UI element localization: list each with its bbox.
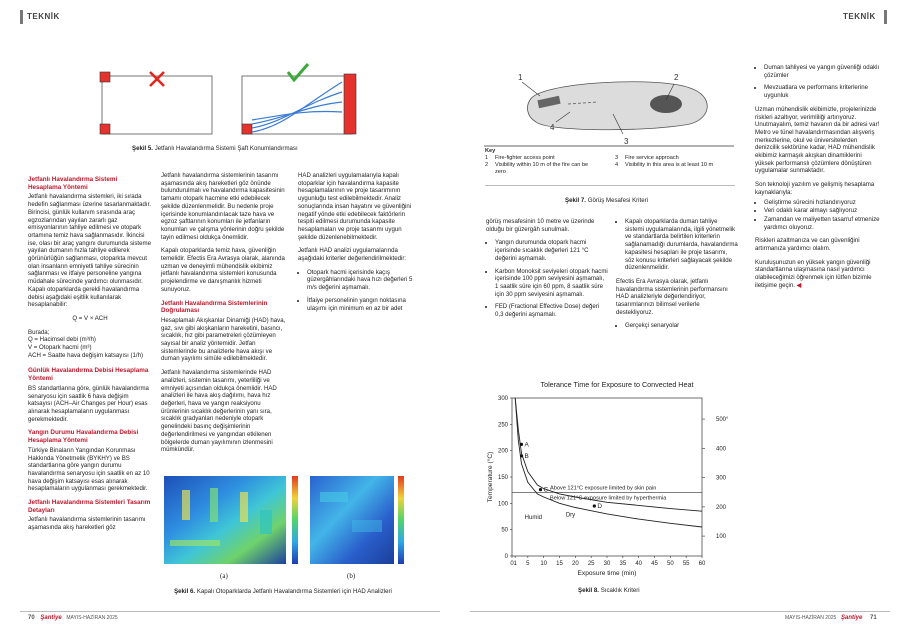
figure-8-caption-label: Şekil 8. — [578, 587, 600, 594]
criteria-bullet-1: • Otopark hacmi içerisinde kaçış güzergâhlarındaki hava hızı değerleri 5 m/s değerini aşmamalı. — [307, 269, 420, 292]
figure-5-caption-text: Jetfanlı Havalandırma Sistemi Şaft Konumlandırması — [154, 145, 298, 152]
x-axis-label: Exposure time (min) — [577, 570, 637, 577]
key-4-text: Visibility in this area is at least 10 m — [625, 162, 714, 168]
x-tick-label: 0 — [510, 561, 514, 567]
figure-5-caption — [132, 145, 352, 152]
paragraph-5: Kapalı otoparklarda temiz hava, güvenliğin temelidir. Efectis Era Avrasya olarak, alanında uzman ve deneyimli mühendislik ekibimiz jetfanlı havalandırma sistemleri konusunda projelendirme ve danışmanlık hizmeti sunuyoruz. — [161, 247, 285, 293]
right-column-1 — [486, 218, 608, 325]
definition-ach: ACH = Saatte hava değişim katsayısı (1/h) — [28, 351, 143, 359]
fed-criterion: • FED (Fractional Effective Dose) değeri 0,3 değerini aşmamalı. — [495, 303, 608, 318]
figure-7-caption-text: Görüş Mesafesi Kriteri — [587, 197, 648, 204]
x-tick-label: 1 — [513, 561, 517, 567]
right-col3-para3: Riskleri azaltmanıza ve can güvenliğini artırmanıza yardımcı olalım. — [755, 237, 860, 253]
left-footer — [28, 615, 118, 621]
figure-7-callout-3: 3 — [624, 137, 629, 146]
figure-8-chart — [484, 378, 746, 578]
x-tick-label: 45 — [651, 561, 658, 567]
paragraph-8: HAD analizleri uygulamalarıyla kapalı otoparklar için havalandırma kapasite hesaplamalarının ve proje tasarımının uygunluğu test edilebilmektedir. Analiz sonuçlarında insan hayatını ve güvenliğini negatif yönde etki edebilecek faktörlerin tespiti edilmesi durumunda kapasite hesaplamaları ve proje tasarımı uygun şekilde düzenlenebilmektedir. — [298, 172, 412, 241]
data-point-label-b: B — [524, 452, 529, 460]
plot-frame — [512, 398, 702, 556]
data-point-d — [593, 504, 596, 507]
figure-6 — [162, 470, 412, 585]
tech-bullet-1: • Geliştirme sürecini hızlandırıyoruz — [764, 199, 881, 207]
figure-7-callout-1: 1 — [518, 73, 523, 82]
x-tick-label: 25 — [587, 561, 595, 567]
y-tick-label: 200 — [497, 448, 508, 455]
data-point-b — [520, 454, 523, 457]
y2-tick-label: 500° — [716, 417, 729, 424]
heading-fire-ventilation: Yangın Durumu Havalandırma Debisi Hesaplama Yöntemi — [28, 429, 139, 445]
y-tick-label: 50 — [501, 527, 508, 534]
temperature-criterion: • Yangın durumunda otopark hacmi içerisinde sıcaklık değerleri 121 °C değerini aşmamalı. — [495, 239, 608, 262]
figure-7-key-title: Key — [485, 148, 496, 154]
tech-bullet-2: • Veri odaklı karar almayı sağlıyoruz — [764, 207, 881, 215]
figure-6-label-b: (b) — [347, 572, 356, 580]
x-tick-label: 40 — [635, 561, 643, 567]
y2-tick-label: 200 — [716, 504, 727, 511]
x-tick-label: 50 — [666, 561, 674, 567]
figure-7-caption-label: Şekil 7. — [565, 197, 587, 204]
x-tick-label: 60 — [698, 561, 706, 567]
key-2-num: 2 — [485, 162, 489, 168]
left-column-2 — [161, 172, 289, 460]
paragraph-2: BS standartlarına göre, günlük havalandırma senaryosu için saatlik 6 hava değişim katsayısı (ACH–Air Changes per Hour) esas alınarak hesaplamaların uygulanması gerekmektedir. — [28, 384, 149, 423]
figure-5 — [92, 62, 372, 142]
right-col3-para4-text: Kuruluşunuzun en yüksek yangın güvenliği standartlarına ulaşmasına nasıl yardımcı olabileceğimizi öğrenmek için lütfen bizimle iletişime geçin. — [755, 258, 872, 289]
data-point-label-a: A — [524, 441, 529, 449]
left-footer-rule — [20, 611, 440, 612]
data-point-label-d: D — [597, 502, 602, 510]
figure-7-key — [485, 148, 735, 176]
figure-7-key-rule — [485, 185, 735, 186]
y-axis-label: Temperature (°C) — [487, 451, 494, 503]
figure-8-caption-text: Sıcaklık Kriteri — [600, 587, 640, 594]
left-footer-issue: MAYIS-HAZİRAN 2025 — [66, 615, 118, 621]
definition-q: Q = Hacimsel debi (m³/h) — [28, 336, 96, 344]
series-label-dry: Dry — [565, 512, 576, 519]
paragraph-9: Jetfanlı HAD analizi uygulamalarında aşağıdaki kriterler değerlendirilmektedir: — [298, 247, 407, 263]
right-column-3 — [755, 64, 881, 296]
x-tick-label: 55 — [682, 561, 690, 567]
section-tag-right: TEKNİK — [843, 12, 876, 21]
key-4-num: 4 — [615, 162, 619, 168]
left-column-3 — [298, 172, 420, 318]
reference-label-above: Above 121°C exposure limited by skin pain — [550, 485, 657, 492]
y2-tick-label: 300 — [716, 475, 727, 482]
criteria-bullet-2: • İtfaiye personelinin yangın noktasına ulaşımı için minimum en az bir adet — [307, 297, 420, 312]
paragraph-4: Jetfanlı havalandırma sistemlerinin tasarımı aşamasında akış hareketleri göz önünde bulundurulmalı ve havalandırma kapasitesinin tamamı otopark hacmine etki edebilecek şekilde düzenlenmelidir. Bu nedenle proje içerisinde konumlandırılacak taze hava ve egzoz şaftlarının konumları ile jetfanların konumları ve çalışma yönlerinin doğru şekilde tayin edilmesi oldukça önemlidir. — [161, 172, 285, 241]
figure-6-caption-label: Şekil 6. — [174, 588, 196, 595]
figure-7-callout-2: 2 — [674, 73, 679, 82]
equation: Q = V × ACH — [72, 314, 108, 322]
tech-bullet-3: • Zamandan ve maliyetten tasarruf etmenize yardımcı oluyoruz. — [764, 216, 881, 231]
right-footer — [785, 615, 877, 621]
key-1-text: Fire-fighter access point — [495, 155, 555, 161]
right-footer-issue: MAYIS-HAZİRAN 2025 — [785, 615, 837, 621]
data-point-c — [539, 488, 542, 491]
x-tick-label: 20 — [571, 561, 579, 567]
section-tag-left: TEKNİK — [27, 12, 60, 21]
reference-label-below: Below 121°C exposure limited by hyperthermia — [550, 495, 667, 502]
service-bullet-1: • Duman tahliyesi ve yangın güvenliği odaklı çözümler — [764, 64, 881, 79]
figure-6-caption — [158, 588, 408, 595]
co-criterion: • Karbon Monoksit seviyeleri otopark hacmi içerisinde 100 ppm seviyesini aşmamalı, 1 saatlik süre için 60 ppm, 8 saatlik süre için 30 ppm seviyesini aşmamalı. — [495, 268, 608, 299]
key-3-text: Fire service approach — [625, 155, 679, 161]
paragraph-6: Hesaplamalı Akışkanlar Dinamiği (HAD) hava, gaz, sıvı gibi akışkanların hareketini, basıncı, sıcaklık, hız gibi parametreleri çözümleyen sayısal bir analiz yöntemidir. Jetfan sistemlerinde bu analizlerle hava akışı ve duman yayılımı simüle edilebilmektedir. — [161, 316, 286, 363]
definition-v: V = Otopark hacmi (m³) — [28, 344, 92, 352]
x-tick-label: 5 — [526, 561, 530, 567]
series-label-humid: Humid — [524, 515, 543, 522]
right-footer-rule — [470, 611, 890, 612]
smoke-exhaust-bullet: • Kapalı otoparklarda duman tahliye sistemi uygulamalarında, ilgili yönetmelik ve standartlarda belirtilen kriterlerin sağlanamadığı durumlarda, havalandırma kapasitesi hesapları ile proje tasarımı, söz konusu kriterleri sağlayacak şekilde düzenlenmelidir. — [625, 218, 738, 272]
where-label: Burada; — [28, 328, 50, 336]
figure-5-caption-label: Şekil 5. — [132, 145, 154, 152]
realistic-scenarios-bullet: • Gerçekçi senaryolar — [625, 322, 738, 330]
figure-6-caption-text: Kapalı Otoparklarda Jetfanlı Havalandırma Sistemleri için HAD Analizleri — [196, 588, 392, 595]
x-tick-label: 30 — [603, 561, 611, 567]
y-tick-label: 0 — [504, 554, 508, 560]
service-bullet-2: • Mevzuatlara ve performans kriterlerine uygunluk — [764, 84, 881, 99]
heading-design-details: Jetfanlı Havalandırma Sistemleri Tasarım Detayları — [28, 499, 151, 514]
figure-7-callout-4: 4 — [550, 123, 555, 132]
x-tick-label: 15 — [556, 561, 563, 567]
section-tag-bar-right — [884, 10, 887, 24]
right-col3-para4 — [755, 259, 881, 290]
paragraph-7: Jetfanlı havalandırma sistemlerinde HAD analizleri, sistemin tasarımı, yeterliliği ve emniyeti açısından oldukça önemlidir. HAD analizleri ile hava akış dağılımı, hava hız değerleri, hava ve yangın reaksiyonu ürünlerinin sıcaklık değerlerinin yanı sıra, sıcaklık gradyanları nedeniyle otopark genelindeki basınç değişimlerinin değerlendirilmesi ve yangından etkilenen bölgelerde duman yayılımının izlenmesini mümkündür. — [161, 369, 277, 454]
series-line-humid — [515, 398, 702, 527]
right-footer-page: 71 — [870, 615, 877, 621]
y-tick-label: 300 — [497, 396, 508, 402]
figure-6-label-a: (a) — [220, 572, 228, 580]
right-col1-text: görüş mesafesinin 10 metre ve üzerinde olduğu bir güzergâh sunulmalı. — [486, 218, 595, 233]
x-tick-label: 35 — [619, 561, 627, 567]
y-tick-label: 250 — [497, 422, 508, 429]
paragraph-3: Türkiye Binaların Yangından Korunması Hakkında Yönetmelik (BYKHY) ve BS standartlarına göre yangın durumu havalandırma senaryosu için saatlik en az 10 hava değişim katsayısı esas alınarak hesaplamaların uygulanması gerekmektedir. — [28, 446, 150, 493]
left-footer-brand: Şantiye — [40, 615, 62, 621]
key-2-text: Visibility within 10 m of the fire can be zero — [495, 162, 589, 175]
y2-tick-label: 400 — [716, 446, 727, 453]
end-mark-icon: ◀ — [796, 281, 802, 289]
figure-8-caption — [578, 587, 640, 594]
chart-title: Tolerance Time for Exposure to Convected Heat — [540, 380, 694, 389]
right-col3-para2: Son teknoloji yazılım ve gelişmiş hesaplama kaynaklarıyla: — [755, 181, 875, 196]
data-point-label-c: C — [543, 486, 549, 494]
y2-tick-label: 100 — [716, 534, 727, 541]
right-col2-para: Efectis Era Avrasya olarak, jetfanlı havalandırma sistemlerinin performansını HAD analizleriyle değerlendiriyor, tasarımlarınızı bilimsel verilerle destekliyoruz. — [616, 277, 728, 316]
figure-7-caption — [565, 197, 648, 204]
key-1-num: 1 — [485, 155, 489, 161]
right-column-2 — [616, 218, 738, 336]
left-column-1 — [28, 172, 152, 532]
series-line-dry — [515, 398, 702, 511]
paragraph-4-start: Jetfanlı havalandırma sistemlerinin tasarımı aşamasında akış hareketleri göz — [28, 516, 146, 532]
y-tick-label: 100 — [497, 501, 508, 508]
right-col3-para1: Uzman mühendislik ekibimizle, projelerinizde riskleri azaltıyor, verimliliği artırıyoruz. Unutmayalım, temiz havanın da bir adresi var! Metro ve tünel havalandırmasından alışveriş merkezlerine, okul ve üniversitelerden denizcilik sektörüne kadar, HAD mühendislik ekibimiz karmaşık akışkan dinamiklerini yüksek performanslı çözümlere dönüştüren uygulamalar sunmaktadır. — [755, 105, 880, 175]
x-tick-label: 10 — [540, 561, 548, 567]
y-tick-label: 150 — [497, 475, 508, 481]
paragraph-1: Jetfanlı havalandırma sistemleri, iki sırada hedefin sağlanması üzerine tasarlanmaktadır. Birincisi, günlük kullanım sırasında araç egzozlarından yayılan zararlı gaz emisyonlarının tahliye edilmesi ve otopark ortamına temiz hava sağlanmasıdır. İkincisi ise, olası bir araç yangını durumunda sisteme yayılan dumanın hızla tahliye edilerek görünürlüğün sağlanması, otoparkta mevcut olan insanların emniyetli tahliye sürecinin sağlanması ve itfaiye personeline yangına müdahale sürecinde yardımcı olunmasıdır. Kapalı otoparklarda gerekli havalandırma debisi aşağıdaki eşitlik kullanılarak hesaplanabilir: — [28, 193, 151, 309]
heading-verification: Jetfanlı Havalandırma Sistemlerinin Doğrulaması — [161, 299, 268, 315]
data-point-a — [520, 443, 523, 446]
key-3-num: 3 — [615, 155, 619, 161]
left-footer-page: 70 — [28, 615, 35, 621]
right-footer-brand: Şantiye — [840, 615, 863, 621]
heading-daily-ventilation: Günlük Havalandırma Debisi Hesaplama Yöntemi — [28, 367, 149, 383]
section-tag-bar-left — [20, 10, 23, 24]
heading-calculation-method: Jetfanlı Havalandırma Sistemi Hesaplama Yöntemi — [28, 176, 118, 191]
